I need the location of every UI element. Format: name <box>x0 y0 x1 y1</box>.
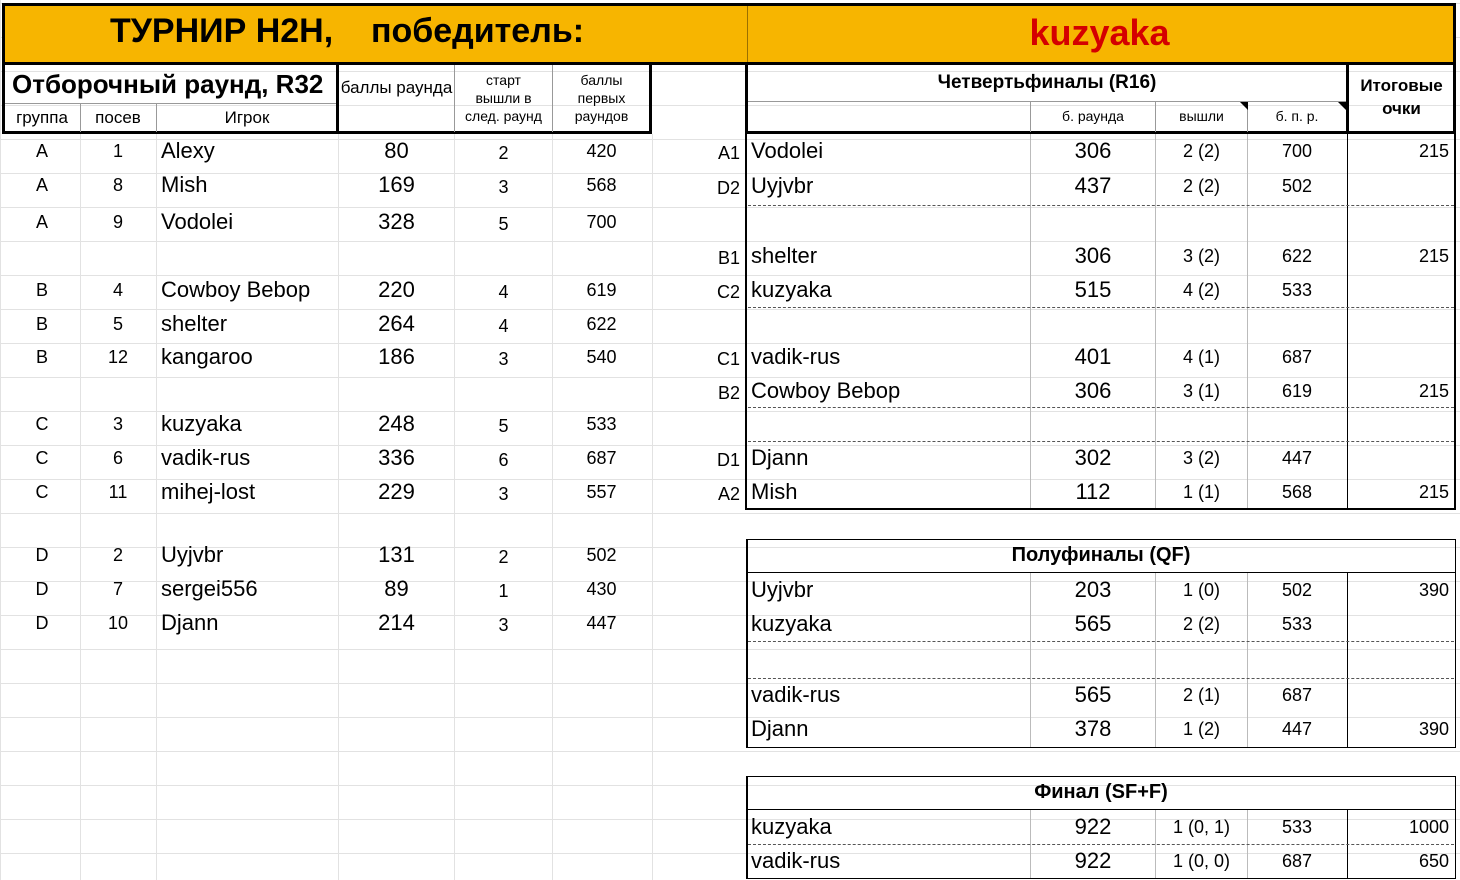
first-points-cell: 619 <box>586 280 617 300</box>
round-points-cell: 302 <box>1074 445 1112 470</box>
total-points-cell <box>1349 678 1449 712</box>
round-points-cell: 220 <box>378 277 415 302</box>
player-cell: Vodolei <box>161 209 234 234</box>
grid-line <box>652 134 653 880</box>
round-points-cell: 437 <box>1074 173 1112 198</box>
seed-tag: A2 <box>717 484 740 504</box>
player-cell: shelter <box>161 311 228 336</box>
qf-heading: Полуфиналы (QF) <box>1011 544 1191 566</box>
round-points-cell: 80 <box>384 138 409 163</box>
table-border <box>745 134 747 510</box>
player-cell: Uyjvbr <box>751 173 814 198</box>
player-cell: kuzyaka <box>751 611 832 636</box>
start-cell: 1 <box>498 581 509 601</box>
first-points-cell: 540 <box>586 347 617 367</box>
round-points-cell: 922 <box>1074 848 1112 873</box>
player-cell: vadik-rus <box>751 344 841 369</box>
round-points-cell: 186 <box>378 344 415 369</box>
player-cell: sergei556 <box>161 576 258 601</box>
first-points-cell: 447 <box>586 613 617 633</box>
round-points-cell: 264 <box>378 311 415 336</box>
round-points-cell: 112 <box>1075 479 1111 504</box>
header-divider <box>748 101 1346 102</box>
qualifier-heading: Отборочный раунд, R32 <box>12 69 324 99</box>
prev-points-cell: 622 <box>1281 246 1313 266</box>
col-round-points: баллы раунда <box>340 78 453 97</box>
total-points-cell <box>1349 607 1449 641</box>
total-points-cell: 215 <box>1418 141 1449 161</box>
round-points-cell: 515 <box>1074 277 1112 302</box>
total-points-cell: 215 <box>1418 246 1449 266</box>
total-points-cell <box>1349 273 1449 307</box>
col-player: Игрок <box>224 108 270 127</box>
start-cell: 3 <box>498 177 509 197</box>
seed-cell: 10 <box>107 613 129 633</box>
col-seed: посев <box>95 108 141 127</box>
advanced-cell: 3 (2) <box>1182 246 1220 266</box>
start-cell: 5 <box>498 416 509 436</box>
player-cell: kuzyaka <box>751 277 832 302</box>
advanced-cell: 1 (0, 0) <box>1172 851 1231 871</box>
player-cell: Cowboy Bebop <box>751 378 901 403</box>
total-points-cell: 650 <box>1418 851 1449 871</box>
total-points-cell <box>1349 340 1449 374</box>
seed-cell: 2 <box>112 545 123 565</box>
round-points-cell: 169 <box>378 172 415 197</box>
round-points-cell: 306 <box>1074 138 1112 163</box>
advanced-cell: 2 (1) <box>1182 685 1220 705</box>
advanced-cell: 2 (2) <box>1182 614 1220 634</box>
start-cell: 3 <box>498 484 509 504</box>
prev-points-cell: 447 <box>1281 448 1313 468</box>
first-points-cell: 557 <box>586 482 617 502</box>
player-cell: kangaroo <box>161 344 253 369</box>
advanced-cell: 4 (1) <box>1182 347 1220 367</box>
table-border <box>1454 134 1456 510</box>
start-cell: 2 <box>498 143 509 163</box>
prev-points-cell: 502 <box>1281 176 1313 196</box>
final-heading: Финал (SF+F) <box>1034 781 1168 803</box>
advanced-cell: 3 (1) <box>1182 381 1220 401</box>
row-divider <box>748 441 1454 442</box>
player-cell: Mish <box>161 172 208 197</box>
advanced-cell: 3 (2) <box>1182 448 1220 468</box>
total-points-cell: 390 <box>1418 719 1449 739</box>
seed-cell: 11 <box>108 482 128 502</box>
seed-cell: 8 <box>112 175 123 195</box>
col-start-line1: старт <box>486 72 521 88</box>
player-cell: Vodolei <box>751 138 824 163</box>
col-prev: б. п. р. <box>1275 108 1319 124</box>
total-points-cell: 215 <box>1418 381 1449 401</box>
player-cell: vadik-rus <box>751 682 841 707</box>
round-points-cell: 306 <box>1074 378 1112 403</box>
player-cell: Djann <box>751 716 809 741</box>
group-cell: A <box>35 212 48 232</box>
seed-tag: D1 <box>716 450 740 470</box>
seed-tag: C2 <box>716 282 740 302</box>
seed-cell: 9 <box>112 212 123 232</box>
col-start-line3: след. раунд <box>465 108 542 124</box>
round-points-cell: 378 <box>1074 716 1112 741</box>
prev-points-cell: 687 <box>1281 347 1313 367</box>
round-points-cell: 565 <box>1074 682 1112 707</box>
advanced-cell: 4 (2) <box>1182 280 1220 300</box>
seed-cell: 6 <box>112 448 123 468</box>
advanced-cell: 1 (0) <box>1182 580 1220 600</box>
header-divider <box>5 103 336 104</box>
round-points-cell: 229 <box>378 479 415 504</box>
start-cell: 4 <box>498 282 509 302</box>
round-points-cell: 336 <box>378 445 415 470</box>
tournament-title: ТУРНИР H2H, победитель: <box>110 12 585 50</box>
group-cell: B <box>35 314 48 334</box>
seed-cell: 1 <box>112 141 123 161</box>
row-divider <box>748 844 1454 845</box>
seed-cell: 7 <box>112 579 123 599</box>
col-total-line2: очки <box>1382 99 1421 118</box>
group-cell: C <box>35 482 49 502</box>
advanced-cell: 1 (0, 1) <box>1172 817 1231 837</box>
grid-line <box>156 134 157 880</box>
col-first-line2: первых <box>577 90 626 106</box>
prev-points-cell: 533 <box>1281 280 1313 300</box>
row-divider <box>748 678 1454 679</box>
prev-points-cell: 619 <box>1281 381 1313 401</box>
start-cell: 3 <box>498 349 509 369</box>
group-cell: B <box>35 347 48 367</box>
row-divider <box>748 641 1454 642</box>
round-points-cell: 89 <box>384 576 409 601</box>
seed-cell: 12 <box>107 347 129 367</box>
col-group: группа <box>16 108 68 127</box>
seed-cell: 4 <box>112 280 123 300</box>
advanced-cell: 2 (2) <box>1182 141 1220 161</box>
prev-points-cell: 568 <box>1281 482 1313 502</box>
prev-points-cell: 533 <box>1281 614 1313 634</box>
winner-name: kuzyaka <box>1029 12 1170 53</box>
row-divider <box>748 205 1454 206</box>
advanced-cell: 1 (1) <box>1182 482 1220 502</box>
player-cell: Djann <box>751 445 809 470</box>
start-cell: 6 <box>498 450 509 470</box>
start-cell: 2 <box>498 547 509 567</box>
first-points-cell: 420 <box>586 141 617 161</box>
total-points-cell <box>1349 169 1449 203</box>
advanced-cell: 2 (2) <box>1182 176 1220 196</box>
first-points-cell: 568 <box>586 175 617 195</box>
total-points-cell: 1000 <box>1408 817 1449 837</box>
seed-tag: C1 <box>716 349 740 369</box>
first-points-cell: 533 <box>586 414 617 434</box>
col-start-line2: вышли в <box>475 90 532 106</box>
round-points-cell: 565 <box>1074 611 1112 636</box>
group-cell: A <box>35 175 48 195</box>
player-cell: vadik-rus <box>751 848 841 873</box>
player-cell: kuzyaka <box>751 814 832 839</box>
col-round: б. раунда <box>1062 108 1124 124</box>
prev-points-cell: 533 <box>1281 817 1313 837</box>
player-cell: Alexy <box>161 138 215 163</box>
table-border <box>1347 573 1348 747</box>
seed-tag: B1 <box>717 248 740 268</box>
first-points-cell: 622 <box>586 314 617 334</box>
round-points-cell: 131 <box>378 542 415 567</box>
player-cell: Cowboy Bebop <box>161 277 311 302</box>
round-points-cell: 306 <box>1074 243 1112 268</box>
seed-cell: 5 <box>112 314 123 334</box>
col-first-line1: баллы <box>580 72 623 88</box>
prev-points-cell: 700 <box>1281 141 1313 161</box>
prev-points-cell: 687 <box>1281 851 1313 871</box>
total-points-cell: 215 <box>1418 482 1449 502</box>
group-cell: A <box>35 141 48 161</box>
group-cell: D <box>35 579 49 599</box>
col-out: вышли <box>1179 108 1224 124</box>
row-divider <box>748 407 1454 408</box>
group-cell: C <box>35 448 49 468</box>
player-cell: Uyjvbr <box>751 577 814 602</box>
round-points-cell: 922 <box>1074 814 1112 839</box>
r16-heading: Четвертьфиналы (R16) <box>937 72 1157 93</box>
seed-tag: D2 <box>716 178 740 198</box>
player-cell: mihej-lost <box>161 479 256 504</box>
total-points-cell: 390 <box>1418 580 1449 600</box>
player-cell: Uyjvbr <box>161 542 224 567</box>
total-points-cell <box>1349 441 1449 475</box>
seed-tag: A1 <box>717 143 740 163</box>
seed-tag: B2 <box>717 383 740 403</box>
start-cell: 3 <box>498 615 509 635</box>
round-points-cell: 203 <box>1074 577 1112 602</box>
seed-cell: 3 <box>112 414 123 434</box>
player-cell: Djann <box>161 610 219 635</box>
row-divider <box>748 307 1454 308</box>
round-points-cell: 248 <box>378 411 415 436</box>
player-cell: shelter <box>751 243 818 268</box>
prev-points-cell: 687 <box>1281 685 1313 705</box>
col-total-line1: Итоговые <box>1360 76 1443 95</box>
start-cell: 5 <box>498 214 509 234</box>
group-cell: B <box>35 280 48 300</box>
start-cell: 4 <box>498 316 509 336</box>
group-cell: C <box>35 414 49 434</box>
group-cell: D <box>35 613 49 633</box>
round-points-cell: 214 <box>378 610 415 635</box>
player-cell: vadik-rus <box>161 445 251 470</box>
player-cell: Mish <box>751 479 798 504</box>
first-points-cell: 700 <box>586 212 617 232</box>
prev-points-cell: 447 <box>1281 719 1313 739</box>
table-border <box>1347 134 1348 508</box>
round-points-cell: 401 <box>1074 344 1112 369</box>
advanced-cell: 1 (2) <box>1182 719 1220 739</box>
first-points-cell: 502 <box>586 545 617 565</box>
group-cell: D <box>35 545 49 565</box>
col-first-line3: раундов <box>574 108 629 124</box>
first-points-cell: 430 <box>586 579 617 599</box>
round-points-cell: 328 <box>378 209 415 234</box>
first-points-cell: 687 <box>586 448 617 468</box>
player-cell: kuzyaka <box>161 411 242 436</box>
prev-points-cell: 502 <box>1281 580 1313 600</box>
